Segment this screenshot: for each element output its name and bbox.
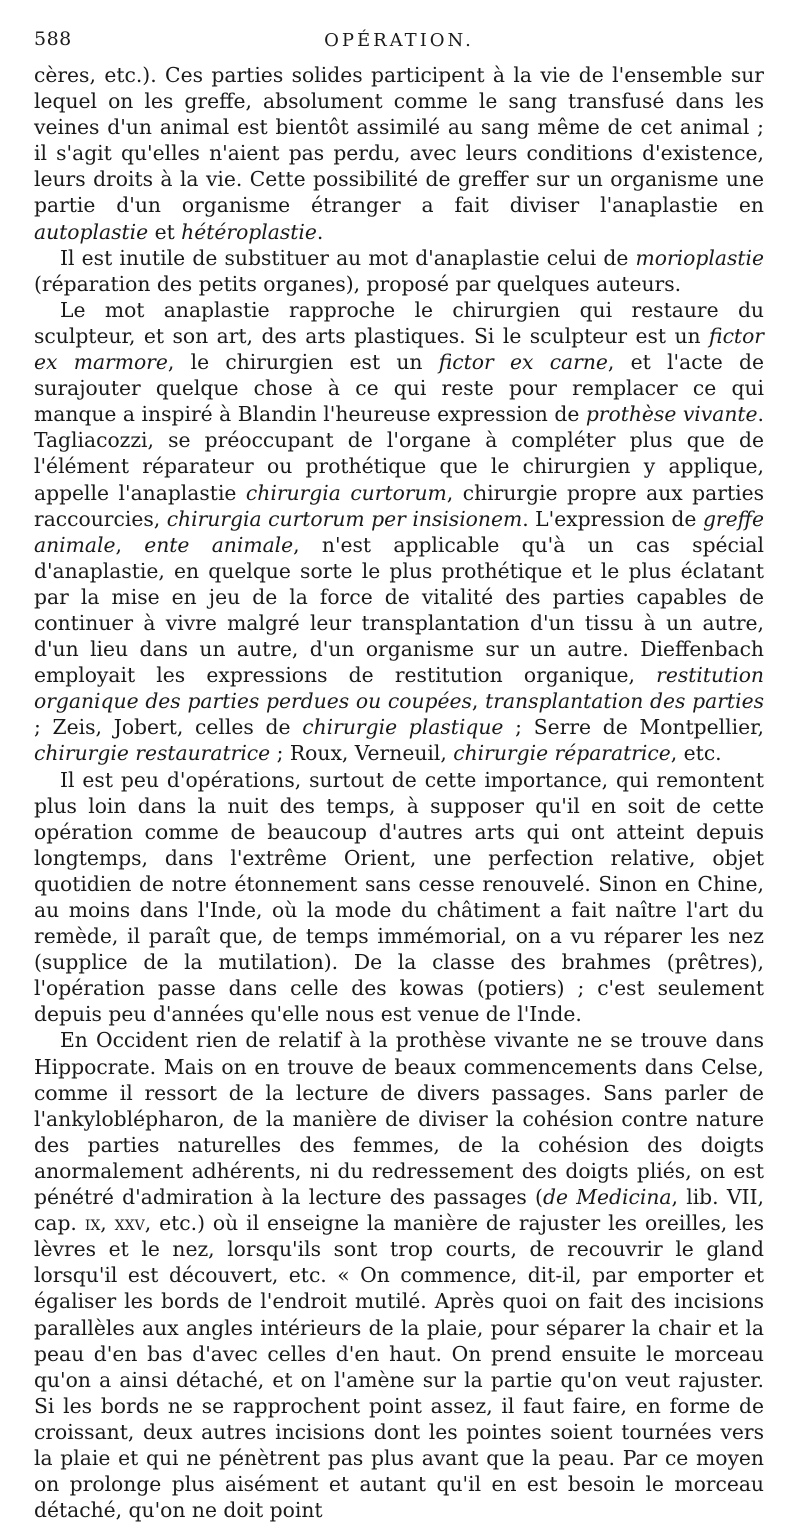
italic-run: chirurgia curtorum	[245, 480, 447, 505]
italic-run: fictor ex marmore	[34, 323, 764, 375]
text-run: ,	[471, 689, 486, 714]
paragraph	[34, 62, 764, 245]
text-run: , le chirurgien est un	[167, 350, 439, 375]
text-run: ; Zeis, Jobert, celles de	[34, 715, 303, 740]
text-run: Il est inutile de substituer au mot d'anaplastie celui de	[60, 245, 636, 270]
page-header	[34, 0, 764, 51]
text-run: , chirurgie propre aux parties raccourcies,	[34, 480, 764, 531]
italic-run: autoplastie	[34, 219, 149, 244]
italic-run: chirurgie restauratrice	[34, 741, 271, 766]
italic-run: restitution organique des parties perdues ou coupées	[34, 663, 764, 714]
text-run: , lib. VII, cap.	[34, 1185, 764, 1236]
paragraph	[34, 245, 764, 297]
paragraph	[34, 297, 764, 767]
text-run: , etc.	[670, 741, 722, 766]
text-run: Le mot anaplastie rapproche le chirurgien qui restaure du sculpteur, et son art, des arts plastiques. Si le sculpteur est un	[34, 297, 764, 348]
page-number: 588	[34, 28, 72, 50]
italic-run: chirurgie plastique	[302, 715, 504, 740]
text-run: (réparation des petits organes), proposé par quelques auteurs.	[34, 271, 682, 296]
text-run: ; Serre de Montpellier,	[503, 715, 764, 740]
italic-run: morioplastie	[635, 245, 764, 270]
italic-run: hétéroplastie	[181, 219, 317, 244]
italic-run: transplantation des parties	[485, 689, 764, 714]
italic-run: chirurgie réparatrice	[453, 741, 671, 766]
text-run: cères, etc.). Ces parties solides participent à la vie de l'ensemble sur lequel on les greffe, absolument comme le sang transfusé dans les veines d'un animal est bientôt assimilé au sang même de cet animal ; il s'agit qu'elles n'aient pas perdu, avec leurs conditions d'existence, leurs droits à la vie. Cette possibilité de greffer sur un organisme une partie d'un organisme étranger a fait diviser l'anaplastie en	[34, 63, 764, 218]
text-run: ix, xxv	[84, 1211, 145, 1236]
text-run: , et l'acte de surajouter quelque chose à ce qui reste pour remplacer ce qui manque a inspiré à Blandin l'heureuse expression de	[34, 350, 764, 427]
italic-run: ente animale	[144, 532, 294, 557]
italic-run: fictor ex carne	[438, 350, 608, 375]
text-run: , etc.) où il enseigne la manière de rajuster les oreilles, les lèvres et le nez, lorsqu'ils sont trop courts, de recouvrir le gland lorsqu'il est découvert, etc. « On commence, dit-il, par emporter et égaliser les bords de l'endroit mutilé. Après quoi on fait des incisions parallèles aux angles intérieurs de la plaie, pour séparer la chair et la peau d'en bas d'avec celles d'en haut. On prend ensuite le morceau qu'on a ainsi détaché, et on l'amène sur la partie qu'on veut rajuster. Si les bords ne se rapprochent point assez, il faut faire, en forme de croissant, deux autres incisions dont les pointes soient tournées vers la plaie et qui ne pénètrent pas plus avant que la peau. Par ce moyen on prolonge plus aisément et autant qu'il en est besoin le morceau détaché, qu'on ne doit point	[34, 1211, 765, 1523]
italic-run: prothèse vivante	[585, 402, 758, 427]
text-run: .	[316, 219, 324, 244]
text-run: et	[148, 219, 182, 244]
italic-run: de Medicina	[542, 1185, 672, 1210]
text-run: ,	[115, 532, 145, 557]
text-run: ; Roux, Verneuil,	[270, 741, 454, 766]
italic-run: chirurgia curtorum per insisionem	[166, 506, 523, 531]
paragraph	[34, 1027, 764, 1523]
text-run: . L'expression de	[522, 506, 703, 531]
text-run: . Tagliacozzi, se préoccupant de l'organe à compléter plus que de l'élément réparateur ou prothétique que le chirurgien y applique, appelle l'anaplastie	[34, 402, 764, 505]
running-title: OPÉRATION.	[324, 30, 474, 51]
text-run: Il est peu d'opérations, surtout de cette importance, qui remontent plus loin dans la nuit des temps, à supposer qu'il en soit de cette opération comme de beaucoup d'autres arts qui ont atteint depuis longtemps, dans l'extrême Orient, une perfection relative, objet quotidien de notre étonnement sans cesse renouvelé. Sinon en Chine, au moins dans l'Inde, où la mode du châtiment a fait naître l'art du remède, il paraît que, de temps immémorial, on a vu réparer les nez (supplice de la mutilation). De la classe des brahmes (prêtres), l'opération passe dans celle des kowas (potiers) ; c'est seulement depuis peu d'années qu'elle nous est venue de l'Inde.	[34, 767, 764, 1027]
text-run: , n'est applicable qu'à un cas spécial d'anaplastie, en quelque sorte le plus prothétique et le plus éclatant par la mise en jeu de la force de vitalité des parties capables de continuer à vivre malgré leur transplantation d'un tissu à un autre, d'un lieu dans un autre, d'un organisme sur un autre. Dieffenbach employait les expressions de restitution organique,	[34, 532, 764, 688]
paragraph	[34, 767, 764, 1028]
body-text	[34, 62, 764, 1523]
italic-run: greffe animale	[34, 506, 764, 557]
text-run: En Occident rien de relatif à la prothèse vivante ne se trouve dans Hippocrate. Mais on en trouve de beaux commencements dans Celse, comme il ressort de la lecture de divers passages. Sans parler de l'ankyloblépharon, de la manière de diviser la cohésion contre nature des parties naturelles des femmes, de la cohésion des doigts anormalement adhérents, ni du redressement des doigts pliés, on est pénétré d'admiration à la lecture des passages (	[34, 1028, 764, 1210]
